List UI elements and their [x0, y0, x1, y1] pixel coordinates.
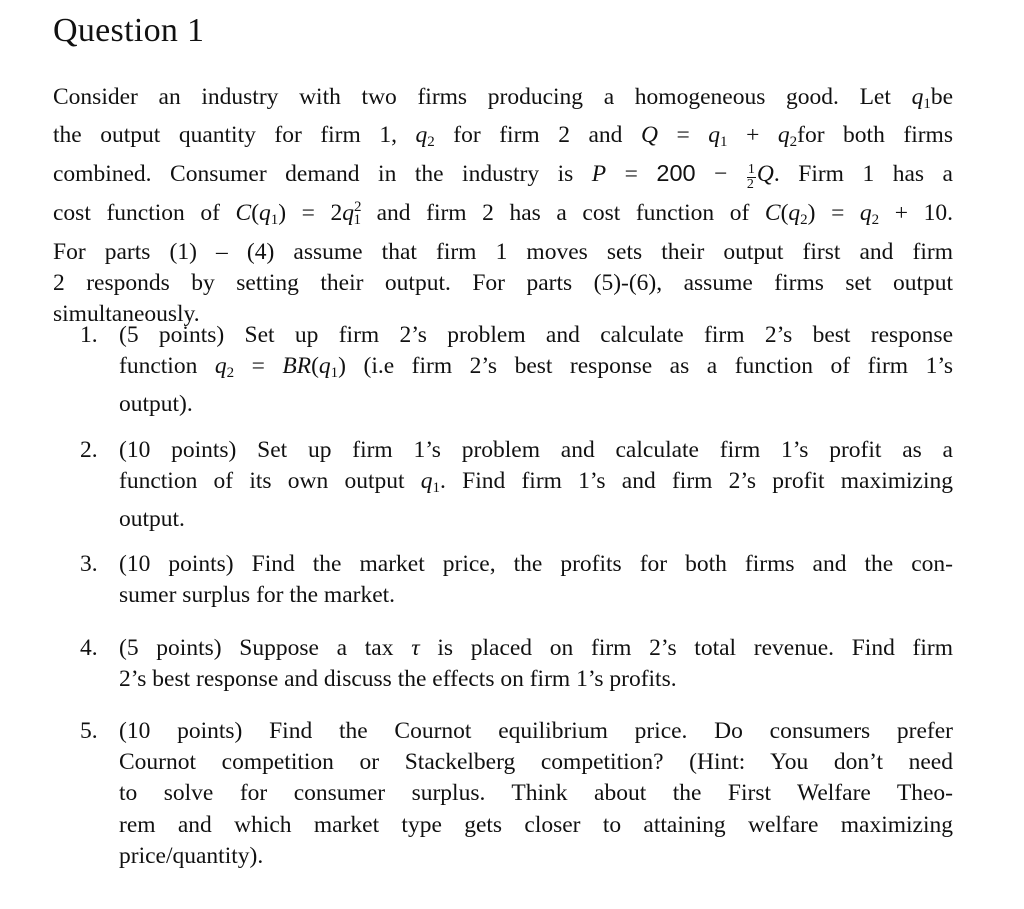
question-number: 1.	[80, 322, 98, 348]
question-number: 3.	[80, 551, 98, 577]
question-item-3: 3. (10 points) Find the market price, the profits for both firms and the con- sumer surplus for the market.	[80, 551, 953, 609]
question-item-1: 1. (5 points) Set up firm 2’s problem and calculate firm 2’s best response function $q_2 = BR(q_1)$ (i.e firm 2’s best response as a function of firm 1’s output).	[80, 322, 953, 418]
intro-line-6: 2 responds by setting their output. For parts (5)-(6), assume firms set output	[53, 269, 953, 296]
question-number: 2.	[80, 437, 98, 463]
intro-line-5: For parts (1) – (4) assume that firm 1 moves sets their output first and firm	[53, 238, 953, 265]
question-item-4: 4. (5 points) Suppose a tax τ is placed on firm 2’s total revenue. Find firm 2’s best response and discuss the effects on firm 1’s profits.	[80, 635, 954, 693]
question-number: 5.	[80, 718, 98, 744]
question-item-5: 5. (10 points) Find the Cournot equilibrium price. Do consumers prefer Cournot competition or Stackelberg competition? (Hint: You don’t need to solve for consumer surplus. Think about the First Welfare Theo- rem and which market type gets closer to attaining welfare maximizing price/quantity).	[80, 718, 953, 869]
intro-line-4: cost function of $C(q_1) = 2q^2_1$ and firm 2 has a cost function of $C(q_2) = q_2 + 10$.	[53, 199, 953, 229]
question-item-2: 2. (10 points) Set up firm 1’s problem and calculate firm 1’s profit as a function of its own output $q_1$. Find firm 1’s and firm 2’s profit maximizing output.	[80, 437, 954, 533]
intro-line-7: simultaneously.	[53, 301, 200, 328]
question-number: 4.	[80, 635, 98, 661]
question-title: Question 1	[53, 12, 205, 49]
intro-line-3: combined. Consumer demand in the industry is P = 200 − $\frac{1}{2}$ Q. Firm 1 has a	[53, 160, 953, 193]
intro-paragraph	[53, 82, 953, 330]
intro-line-1: Consider an industry with two firms producing a homogeneous good. Let $q_1be$	[53, 84, 953, 112]
intro-line-2: the output quantity for firm 1, $q_2$ for firm 2 and $Q = q_1 + q_2for$ both firms	[53, 122, 953, 151]
